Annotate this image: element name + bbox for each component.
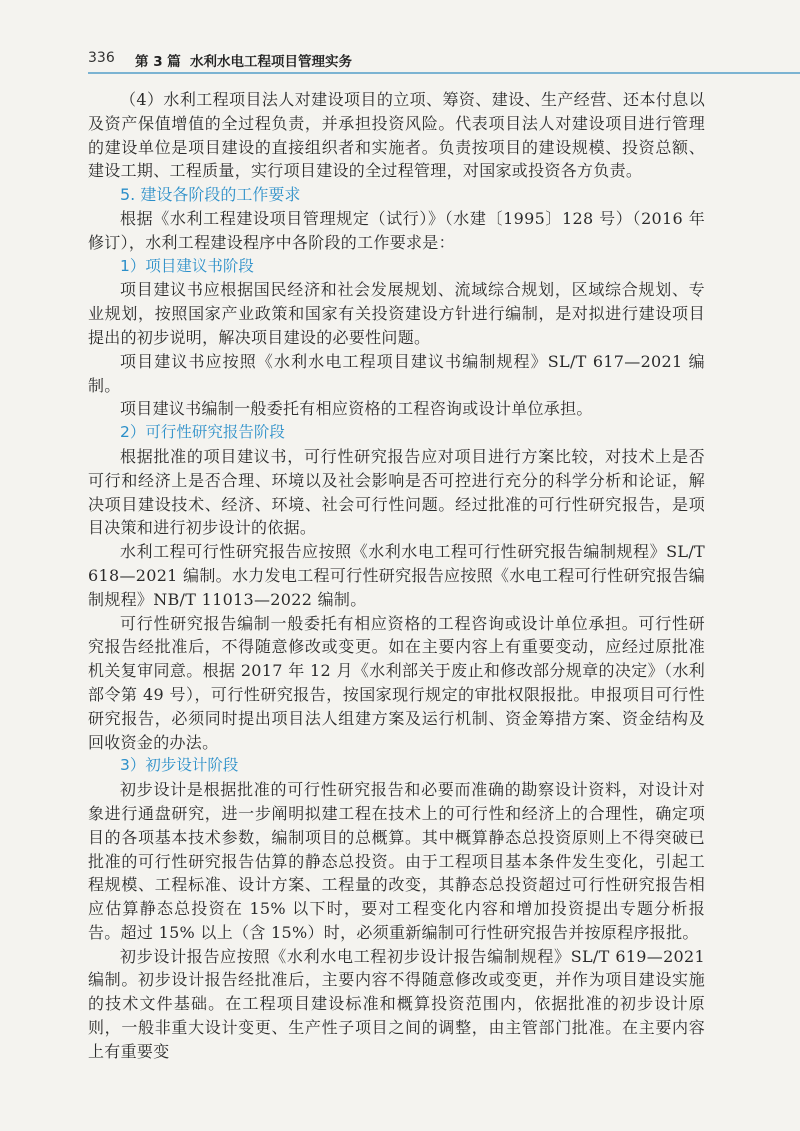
page-number: 336 [88,50,115,66]
paragraph-preliminary-design-standard: 初步设计报告应按照《水利水电工程初步设计报告编制规程》SL/T 619—2021 编制。初步设计报告经批准后，主要内容不得随意修改或变更，并作为项目建设实施的技术文件基础。在工程项目建设标准和概算投资范围内，依据批准的初步设计原则，一般非重大设计变更、生产性子项目之间的调整，由主管部门批准。在主要内容上有重要变 [88,946,705,1061]
paragraph-preliminary-design-basis: 初步设计是根据批准的可行性研究报告和必要而准确的勘察设计资料，对设计对象进行通盘研究，进一步阐明拟建工程在技术上的可行性和经济上的合理性，确定项目的各项基本技术参数，编制项目的总概算。其中概算静态总投资原则上不得突破已批准的可行性研究报告估算的静态总投资。由于工程项目基本条件发生变化，引起工程规模、工程标准、设计方案、工程量的改变，其静态总投资超过可行性研究报告相应估算静态总投资在 15% 以下时，要对工程变化内容和增加投资提出专题分析报告。超过 15% 以上（含 15%）时，必须重新编制可行性研究报告并按原程序报批。 [88,780,705,942]
paragraph-feasibility-basis: 根据批准的项目建议书，可行性研究报告应对项目进行方案比较，对技术上是否可行和经济上是否合理、环境以及社会影响是否可控进行充分的科学分析和论证，解决项目建设技术、经济、环境、社会可行性问题。经过批准的可行性研究报告，是项目决策和进行初步设计的依据。 [88,446,705,538]
paragraph-proposal-standard: 项目建议书应按照《水利水电工程项目建议书编制规程》SL/T 617—2021 编制。 [88,351,705,395]
subheading-feasibility-study: 2）可行性研究报告阶段 [120,423,285,442]
paragraph-project-legal-person: （4）水利工程项目法人对建设项目的立项、筹资、建设、生产经营、还本付息以及资产保值增值的全过程负责，并承担投资风险。代表项目法人对建设项目进行管理的建设单位是项目建设的直接组织者和实施者。负责按项目的建设规模、投资总额、建设工期、工程质量，实行项目建设的全过程管理，对国家或投资各方负责。 [88,90,705,181]
book-title: 水利水电工程项目管理实务 [190,54,352,70]
paragraph-feasibility-standard: 水利工程可行性研究报告应按照《水利水电工程可行性研究报告编制规程》SL/T 618—2021 编制。水力发电工程可行性研究报告应按照《水电工程可行性研究报告编制规程》NB/T 11013—2022 编制。 [88,542,705,609]
paragraph-feasibility-approval: 可行性研究报告编制一般委托有相应资格的工程咨询或设计单位承担。可行性研究报告经批准后，不得随意修改或变更。如在主要内容上有重要变动，应经过原批准机关复审同意。根据 2017 年 12 月《水利部关于废止和修改部分规章的决定》（水利部令第 49 号），可行性研究报告，按国家现行规定的审批权限报批。申报项目可行性研究报告，必须同时提出项目法人组建方案及运行机制、资金筹措方案、资金结构及回收资金的办法。 [88,613,705,752]
paragraph-proposal-basis: 项目建议书应根据国民经济和社会发展规划、流域综合规划，区域综合规划、专业规划，按照国家产业政策和国家有关投资建设方针进行编制，是对拟进行建设项目提出的初步说明，解决项目建设的必要性问题。 [88,280,705,347]
part-label: 第 3 篇 [135,54,181,70]
subheading-preliminary-design: 3）初步设计阶段 [120,756,239,775]
header-rule [88,72,800,74]
section-heading-stage-requirements: 5. 建设各阶段的工作要求 [120,185,301,205]
page-body [88,88,705,1064]
paragraph-proposal-entrust: 项目建议书编制一般委托有相应资格的工程咨询或设计单位承担。 [120,399,593,419]
paragraph-intro-requirements: 根据《水利工程建设项目管理规定（试行）》（水建〔1995〕128 号）（2016 年修订），水利工程建设程序中各阶段的工作要求是： [88,208,705,252]
subheading-project-proposal: 1）项目建议书阶段 [120,256,254,275]
page-header [88,44,800,70]
